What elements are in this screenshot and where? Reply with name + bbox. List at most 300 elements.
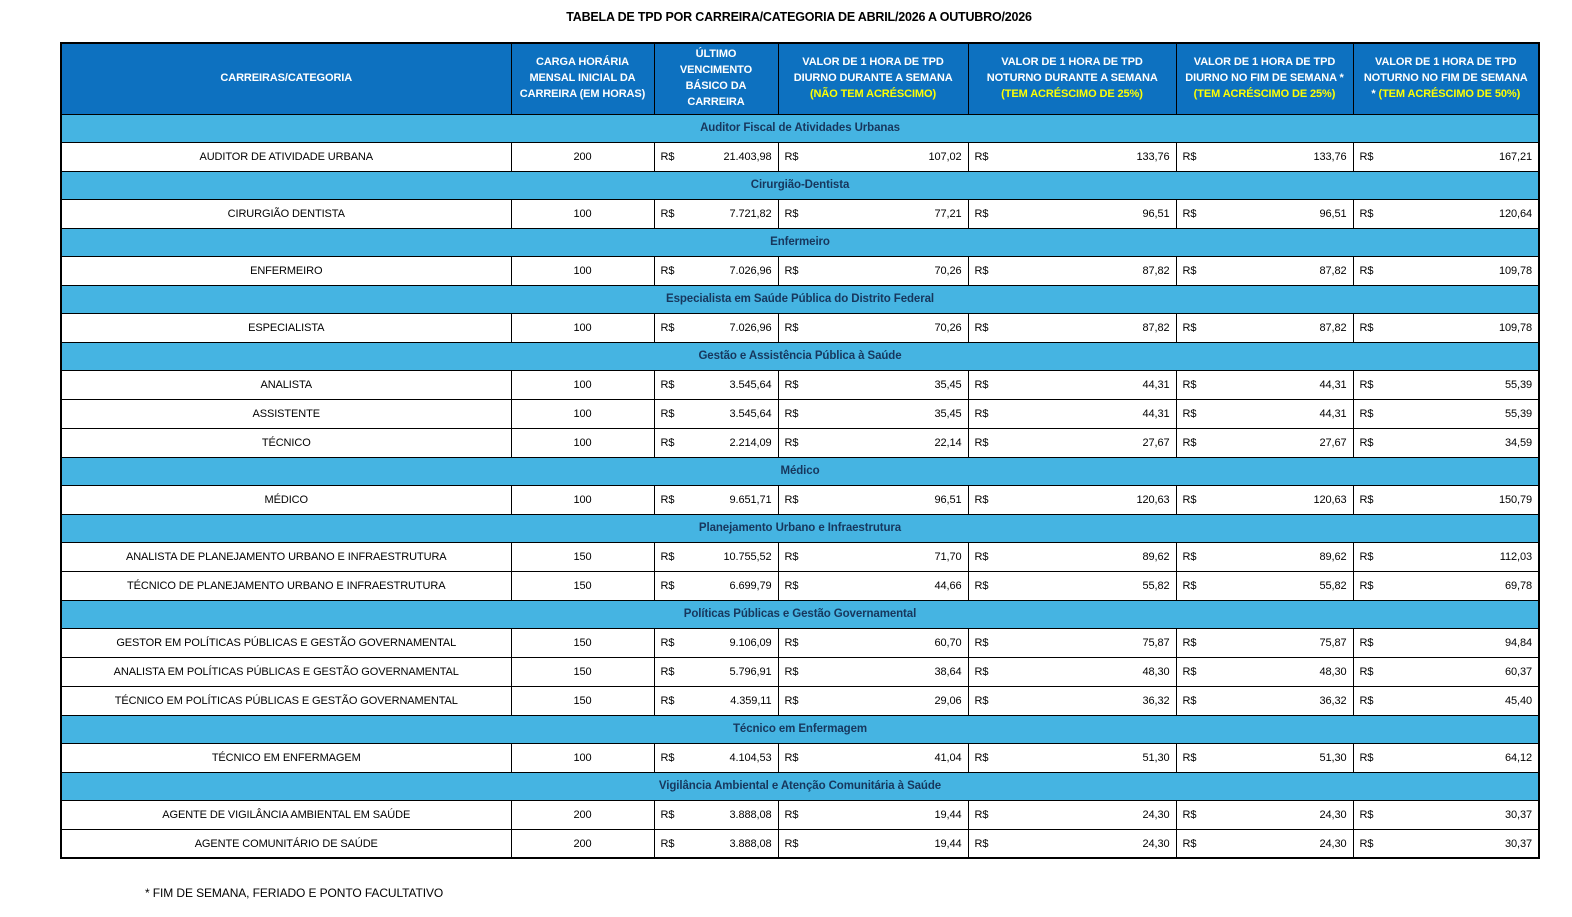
career-cell: AGENTE COMUNITÁRIO DE SAÚDE <box>61 829 511 858</box>
hours-cell: 100 <box>511 313 654 342</box>
currency-symbol: R$ <box>784 207 799 220</box>
weekday-day-cell <box>778 542 968 571</box>
currency-symbol: R$ <box>784 407 799 420</box>
currency-symbol: R$ <box>784 636 799 649</box>
column-header-hours <box>511 43 654 114</box>
hours-cell: 100 <box>511 485 654 514</box>
weekend-night-cell <box>1353 256 1539 285</box>
table-row <box>61 428 1539 457</box>
weekday-day-cell <box>778 370 968 399</box>
column-header-label: VALOR DE 1 HORA DE TPD DIURNO NO FIM DE SEMANA * <box>1185 55 1344 84</box>
section-row <box>61 772 1539 800</box>
currency-symbol: R$ <box>660 493 675 506</box>
currency-symbol: R$ <box>784 837 799 850</box>
currency-symbol: R$ <box>660 264 675 277</box>
weekday-day-cell <box>778 800 968 829</box>
weekend-day-cell <box>1176 313 1353 342</box>
weekday-night-cell-value: 24,30 <box>1142 837 1170 850</box>
column-header-weekend-night <box>1353 43 1539 114</box>
base-salary-cell <box>654 571 778 600</box>
weekday-night-cell-value: 51,30 <box>1142 751 1170 764</box>
hours-cell: 150 <box>511 542 654 571</box>
currency-symbol: R$ <box>1359 837 1374 850</box>
weekday-day-cell-value: 35,45 <box>934 378 962 391</box>
currency-symbol: R$ <box>1359 436 1374 449</box>
weekday-night-cell-value: 133,76 <box>1136 150 1170 163</box>
hours-cell: 100 <box>511 256 654 285</box>
currency-symbol: R$ <box>974 207 989 220</box>
weekend-night-cell <box>1353 571 1539 600</box>
weekday-day-cell-value: 19,44 <box>934 837 962 850</box>
currency-symbol: R$ <box>974 751 989 764</box>
weekend-day-cell <box>1176 571 1353 600</box>
table-row <box>61 485 1539 514</box>
currency-symbol: R$ <box>1359 579 1374 592</box>
base-salary-cell-value: 5.796,91 <box>729 665 772 678</box>
weekday-night-cell-value: 96,51 <box>1142 207 1170 220</box>
career-cell: ANALISTA EM POLÍTICAS PÚBLICAS E GESTÃO GOVERNAMENTAL <box>61 657 511 686</box>
hours-cell: 150 <box>511 571 654 600</box>
section-row <box>61 171 1539 199</box>
base-salary-cell-value: 4.359,11 <box>730 694 772 707</box>
currency-symbol: R$ <box>660 207 675 220</box>
currency-symbol: R$ <box>784 665 799 678</box>
weekday-night-cell <box>968 686 1176 715</box>
table-header-row <box>61 43 1539 114</box>
currency-symbol: R$ <box>974 837 989 850</box>
column-header-career <box>61 43 511 114</box>
base-salary-cell <box>654 829 778 858</box>
weekend-day-cell-value: 55,82 <box>1319 579 1347 592</box>
currency-symbol: R$ <box>1182 407 1197 420</box>
currency-symbol: R$ <box>974 436 989 449</box>
weekday-day-cell <box>778 199 968 228</box>
weekday-day-cell <box>778 313 968 342</box>
currency-symbol: R$ <box>1182 808 1197 821</box>
weekend-night-cell <box>1353 743 1539 772</box>
currency-symbol: R$ <box>1182 378 1197 391</box>
currency-symbol: R$ <box>1182 694 1197 707</box>
career-cell: ANALISTA DE PLANEJAMENTO URBANO E INFRAESTRUTURA <box>61 542 511 571</box>
currency-symbol: R$ <box>660 837 675 850</box>
weekday-day-cell-value: 29,06 <box>934 694 962 707</box>
section-title: Vigilância Ambiental e Atenção Comunitária à Saúde <box>61 772 1539 800</box>
currency-symbol: R$ <box>974 493 989 506</box>
career-cell: ENFERMEIRO <box>61 256 511 285</box>
weekday-day-cell-value: 96,51 <box>934 493 962 506</box>
column-header-note: (TEM ACRÉSCIMO DE 25%) <box>1001 87 1143 100</box>
career-cell: TÉCNICO <box>61 428 511 457</box>
currency-symbol: R$ <box>1359 665 1374 678</box>
weekday-day-cell <box>778 256 968 285</box>
currency-symbol: R$ <box>784 550 799 563</box>
currency-symbol: R$ <box>1359 407 1374 420</box>
weekday-night-cell-value: 48,30 <box>1142 665 1170 678</box>
base-salary-cell <box>654 370 778 399</box>
currency-symbol: R$ <box>784 751 799 764</box>
base-salary-cell-value: 9.651,71 <box>729 493 772 506</box>
weekday-day-cell <box>778 829 968 858</box>
weekend-day-cell-value: 133,76 <box>1313 150 1347 163</box>
column-header-label: CARREIRAS/CATEGORIA <box>220 71 353 84</box>
base-salary-cell-value: 7.721,82 <box>729 207 772 220</box>
weekend-night-cell-value: 64,12 <box>1504 751 1532 764</box>
currency-symbol: R$ <box>1182 550 1197 563</box>
weekend-night-cell <box>1353 800 1539 829</box>
currency-symbol: R$ <box>660 665 675 678</box>
table-row <box>61 571 1539 600</box>
career-cell: ANALISTA <box>61 370 511 399</box>
weekday-night-cell <box>968 571 1176 600</box>
hours-cell: 150 <box>511 628 654 657</box>
weekend-day-cell <box>1176 485 1353 514</box>
weekday-day-cell <box>778 628 968 657</box>
currency-symbol: R$ <box>1359 694 1374 707</box>
weekday-night-cell <box>968 829 1176 858</box>
table-row <box>61 800 1539 829</box>
weekday-night-cell <box>968 628 1176 657</box>
currency-symbol: R$ <box>1359 207 1374 220</box>
weekend-night-cell <box>1353 485 1539 514</box>
weekend-day-cell-value: 87,82 <box>1319 264 1347 277</box>
career-cell: GESTOR EM POLÍTICAS PÚBLICAS E GESTÃO GOVERNAMENTAL <box>61 628 511 657</box>
weekday-night-cell-value: 24,30 <box>1142 808 1170 821</box>
base-salary-cell-value: 4.104,53 <box>729 751 772 764</box>
base-salary-cell <box>654 743 778 772</box>
weekend-night-cell <box>1353 370 1539 399</box>
weekend-day-cell-value: 44,31 <box>1319 378 1347 391</box>
currency-symbol: R$ <box>784 436 799 449</box>
footnote: * FIM DE SEMANA, FERIADO E PONTO FACULTATIVO <box>145 886 444 900</box>
currency-symbol: R$ <box>660 436 675 449</box>
table-row <box>61 686 1539 715</box>
weekend-night-cell <box>1353 142 1539 171</box>
weekend-night-cell-value: 45,40 <box>1504 694 1532 707</box>
currency-symbol: R$ <box>974 808 989 821</box>
currency-symbol: R$ <box>784 808 799 821</box>
currency-symbol: R$ <box>974 694 989 707</box>
column-header-label: VALOR DE 1 HORA DE TPD NOTURNO NO FIM DE SEMANA * <box>1363 55 1528 100</box>
weekday-day-cell <box>778 399 968 428</box>
column-header-base <box>654 43 778 114</box>
currency-symbol: R$ <box>1359 378 1374 391</box>
weekday-day-cell-value: 70,26 <box>934 264 962 277</box>
weekday-night-cell <box>968 657 1176 686</box>
weekday-day-cell <box>778 743 968 772</box>
column-header-note: (NÃO TEM ACRÉSCIMO) <box>809 87 937 100</box>
base-salary-cell <box>654 199 778 228</box>
weekend-day-cell-value: 27,67 <box>1319 436 1347 449</box>
currency-symbol: R$ <box>1182 436 1197 449</box>
currency-symbol: R$ <box>784 264 799 277</box>
hours-cell: 150 <box>511 657 654 686</box>
weekend-day-cell-value: 24,30 <box>1319 808 1347 821</box>
page-title: TABELA DE TPD POR CARREIRA/CATEGORIA DE ABRIL/2026 A OUTUBRO/2026 <box>566 10 1032 24</box>
weekend-night-cell-value: 34,59 <box>1504 436 1532 449</box>
weekend-day-cell <box>1176 142 1353 171</box>
section-title: Auditor Fiscal de Atividades Urbanas <box>61 114 1539 142</box>
hours-cell: 200 <box>511 142 654 171</box>
currency-symbol: R$ <box>784 150 799 163</box>
base-salary-cell-value: 2.214,09 <box>729 436 772 449</box>
table-row <box>61 542 1539 571</box>
weekday-night-cell-value: 120,63 <box>1136 493 1170 506</box>
currency-symbol: R$ <box>1359 751 1374 764</box>
currency-symbol: R$ <box>1182 264 1197 277</box>
column-header-weekday-day <box>778 43 968 114</box>
weekend-night-cell <box>1353 686 1539 715</box>
currency-symbol: R$ <box>974 407 989 420</box>
table-row <box>61 829 1539 858</box>
currency-symbol: R$ <box>1359 264 1374 277</box>
weekend-night-cell-value: 55,39 <box>1504 378 1532 391</box>
base-salary-cell <box>654 657 778 686</box>
weekend-night-cell-value: 60,37 <box>1504 665 1532 678</box>
base-salary-cell <box>654 399 778 428</box>
section-row <box>61 228 1539 256</box>
column-header-label: VALOR DE 1 HORA DE TPD DIURNO DURANTE A SEMANA <box>793 55 953 84</box>
currency-symbol: R$ <box>1182 321 1197 334</box>
career-cell: AGENTE DE VIGILÂNCIA AMBIENTAL EM SAÚDE <box>61 800 511 829</box>
career-cell: ESPECIALISTA <box>61 313 511 342</box>
weekday-night-cell <box>968 370 1176 399</box>
weekday-night-cell <box>968 428 1176 457</box>
currency-symbol: R$ <box>784 694 799 707</box>
weekday-day-cell <box>778 485 968 514</box>
hours-cell: 100 <box>511 370 654 399</box>
base-salary-cell-value: 6.699,79 <box>729 579 772 592</box>
tpd-table <box>60 42 1540 859</box>
section-title: Planejamento Urbano e Infraestrutura <box>61 514 1539 542</box>
weekend-night-cell <box>1353 428 1539 457</box>
weekday-night-cell <box>968 542 1176 571</box>
weekday-night-cell-value: 27,67 <box>1142 436 1170 449</box>
weekday-day-cell-value: 38,64 <box>934 665 962 678</box>
table-row <box>61 399 1539 428</box>
weekday-night-cell-value: 36,32 <box>1142 694 1170 707</box>
column-header-label: CARGA HORÁRIA MENSAL INICIAL DA CARREIRA (EM HORAS) <box>519 55 646 100</box>
table-head <box>61 43 1539 114</box>
currency-symbol: R$ <box>1359 636 1374 649</box>
table-row <box>61 370 1539 399</box>
weekend-night-cell <box>1353 829 1539 858</box>
weekend-day-cell-value: 24,30 <box>1319 837 1347 850</box>
base-salary-cell <box>654 686 778 715</box>
weekend-day-cell <box>1176 199 1353 228</box>
weekend-day-cell-value: 51,30 <box>1319 751 1347 764</box>
hours-cell: 100 <box>511 199 654 228</box>
weekday-night-cell-value: 44,31 <box>1142 378 1170 391</box>
weekend-day-cell <box>1176 399 1353 428</box>
weekday-day-cell-value: 41,04 <box>934 751 962 764</box>
weekday-night-cell <box>968 800 1176 829</box>
currency-symbol: R$ <box>1182 665 1197 678</box>
section-row <box>61 457 1539 485</box>
weekend-night-cell-value: 109,78 <box>1498 264 1532 277</box>
weekday-night-cell-value: 89,62 <box>1142 550 1170 563</box>
weekday-day-cell <box>778 428 968 457</box>
table-row <box>61 199 1539 228</box>
weekday-day-cell-value: 71,70 <box>934 550 962 563</box>
weekday-day-cell-value: 35,45 <box>934 407 962 420</box>
section-row <box>61 715 1539 743</box>
base-salary-cell-value: 3.545,64 <box>729 407 772 420</box>
currency-symbol: R$ <box>1182 636 1197 649</box>
base-salary-cell <box>654 313 778 342</box>
weekend-day-cell <box>1176 800 1353 829</box>
weekday-night-cell-value: 44,31 <box>1142 407 1170 420</box>
weekend-day-cell-value: 36,32 <box>1319 694 1347 707</box>
weekday-day-cell-value: 44,66 <box>934 579 962 592</box>
weekend-night-cell-value: 30,37 <box>1504 808 1532 821</box>
currency-symbol: R$ <box>974 321 989 334</box>
hours-cell: 100 <box>511 399 654 428</box>
weekend-day-cell <box>1176 628 1353 657</box>
currency-symbol: R$ <box>784 493 799 506</box>
base-salary-cell <box>654 485 778 514</box>
currency-symbol: R$ <box>660 694 675 707</box>
weekday-night-cell-value: 55,82 <box>1142 579 1170 592</box>
weekday-day-cell-value: 70,26 <box>934 321 962 334</box>
currency-symbol: R$ <box>660 550 675 563</box>
table-row <box>61 628 1539 657</box>
weekend-day-cell-value: 75,87 <box>1319 636 1347 649</box>
table-row <box>61 256 1539 285</box>
column-header-weekend-day <box>1176 43 1353 114</box>
weekend-night-cell-value: 120,64 <box>1498 207 1532 220</box>
base-salary-cell <box>654 142 778 171</box>
currency-symbol: R$ <box>1182 207 1197 220</box>
currency-symbol: R$ <box>974 550 989 563</box>
weekend-day-cell <box>1176 743 1353 772</box>
currency-symbol: R$ <box>660 150 675 163</box>
weekend-night-cell <box>1353 657 1539 686</box>
currency-symbol: R$ <box>1182 493 1197 506</box>
weekend-day-cell <box>1176 657 1353 686</box>
column-header-weekday-night <box>968 43 1176 114</box>
column-header-label: VALOR DE 1 HORA DE TPD NOTURNO DURANTE A SEMANA <box>986 55 1158 84</box>
base-salary-cell <box>654 542 778 571</box>
weekend-night-cell <box>1353 542 1539 571</box>
hours-cell: 200 <box>511 829 654 858</box>
currency-symbol: R$ <box>660 321 675 334</box>
career-cell: MÉDICO <box>61 485 511 514</box>
weekend-day-cell-value: 120,63 <box>1313 493 1347 506</box>
weekday-night-cell <box>968 485 1176 514</box>
weekday-day-cell <box>778 686 968 715</box>
weekday-day-cell <box>778 657 968 686</box>
base-salary-cell-value: 3.545,64 <box>729 378 772 391</box>
section-title: Cirurgião-Dentista <box>61 171 1539 199</box>
currency-symbol: R$ <box>974 636 989 649</box>
weekend-night-cell-value: 112,03 <box>1499 550 1532 563</box>
weekend-night-cell-value: 167,21 <box>1498 150 1532 163</box>
currency-symbol: R$ <box>1359 808 1374 821</box>
currency-symbol: R$ <box>660 407 675 420</box>
weekday-night-cell <box>968 199 1176 228</box>
currency-symbol: R$ <box>1359 150 1374 163</box>
base-salary-cell-value: 3.888,08 <box>729 837 772 850</box>
currency-symbol: R$ <box>974 150 989 163</box>
weekend-night-cell-value: 109,78 <box>1498 321 1532 334</box>
career-cell: TÉCNICO EM ENFERMAGEM <box>61 743 511 772</box>
section-title: Gestão e Assistência Pública à Saúde <box>61 342 1539 370</box>
weekend-night-cell <box>1353 628 1539 657</box>
weekend-night-cell <box>1353 199 1539 228</box>
weekend-day-cell-value: 89,62 <box>1319 550 1347 563</box>
weekday-night-cell-value: 87,82 <box>1142 264 1170 277</box>
currency-symbol: R$ <box>784 321 799 334</box>
weekend-night-cell <box>1353 399 1539 428</box>
currency-symbol: R$ <box>660 751 675 764</box>
weekday-night-cell <box>968 256 1176 285</box>
weekday-day-cell-value: 60,70 <box>934 636 962 649</box>
weekday-night-cell <box>968 142 1176 171</box>
hours-cell: 150 <box>511 686 654 715</box>
table-row <box>61 743 1539 772</box>
weekday-day-cell <box>778 142 968 171</box>
weekend-day-cell <box>1176 370 1353 399</box>
weekday-day-cell-value: 19,44 <box>934 808 962 821</box>
hours-cell: 100 <box>511 743 654 772</box>
section-row <box>61 342 1539 370</box>
base-salary-cell <box>654 628 778 657</box>
weekday-day-cell-value: 22,14 <box>934 436 962 449</box>
weekday-day-cell-value: 107,02 <box>928 150 962 163</box>
weekend-day-cell-value: 44,31 <box>1319 407 1347 420</box>
career-cell: TÉCNICO DE PLANEJAMENTO URBANO E INFRAESTRUTURA <box>61 571 511 600</box>
base-salary-cell <box>654 800 778 829</box>
career-cell: AUDITOR DE ATIVIDADE URBANA <box>61 142 511 171</box>
currency-symbol: R$ <box>660 579 675 592</box>
weekend-day-cell <box>1176 256 1353 285</box>
currency-symbol: R$ <box>784 579 799 592</box>
currency-symbol: R$ <box>660 808 675 821</box>
base-salary-cell-value: 9.106,09 <box>729 636 772 649</box>
column-header-note: (TEM ACRÉSCIMO DE 50%) <box>1378 87 1521 100</box>
base-salary-cell-value: 7.026,96 <box>729 321 772 334</box>
weekend-day-cell <box>1176 686 1353 715</box>
base-salary-cell-value: 10.755,52 <box>723 550 772 563</box>
currency-symbol: R$ <box>1182 579 1197 592</box>
currency-symbol: R$ <box>974 378 989 391</box>
hours-cell: 200 <box>511 800 654 829</box>
section-row <box>61 114 1539 142</box>
weekday-night-cell <box>968 399 1176 428</box>
table-row <box>61 657 1539 686</box>
weekday-night-cell-value: 87,82 <box>1142 321 1170 334</box>
table-body <box>61 114 1539 858</box>
weekend-night-cell-value: 94,84 <box>1504 636 1532 649</box>
career-cell: CIRURGIÃO DENTISTA <box>61 199 511 228</box>
currency-symbol: R$ <box>1359 493 1374 506</box>
currency-symbol: R$ <box>784 378 799 391</box>
career-cell: TÉCNICO EM POLÍTICAS PÚBLICAS E GESTÃO GOVERNAMENTAL <box>61 686 511 715</box>
base-salary-cell-value: 3.888,08 <box>729 808 772 821</box>
weekend-night-cell <box>1353 313 1539 342</box>
weekday-night-cell <box>968 743 1176 772</box>
base-salary-cell <box>654 256 778 285</box>
currency-symbol: R$ <box>974 665 989 678</box>
weekend-night-cell-value: 69,78 <box>1504 579 1532 592</box>
weekend-day-cell-value: 48,30 <box>1319 665 1347 678</box>
currency-symbol: R$ <box>974 579 989 592</box>
currency-symbol: R$ <box>1182 751 1197 764</box>
base-salary-cell-value: 7.026,96 <box>729 264 772 277</box>
career-cell: ASSISTENTE <box>61 399 511 428</box>
weekend-night-cell-value: 150,79 <box>1498 493 1532 506</box>
weekday-day-cell <box>778 571 968 600</box>
